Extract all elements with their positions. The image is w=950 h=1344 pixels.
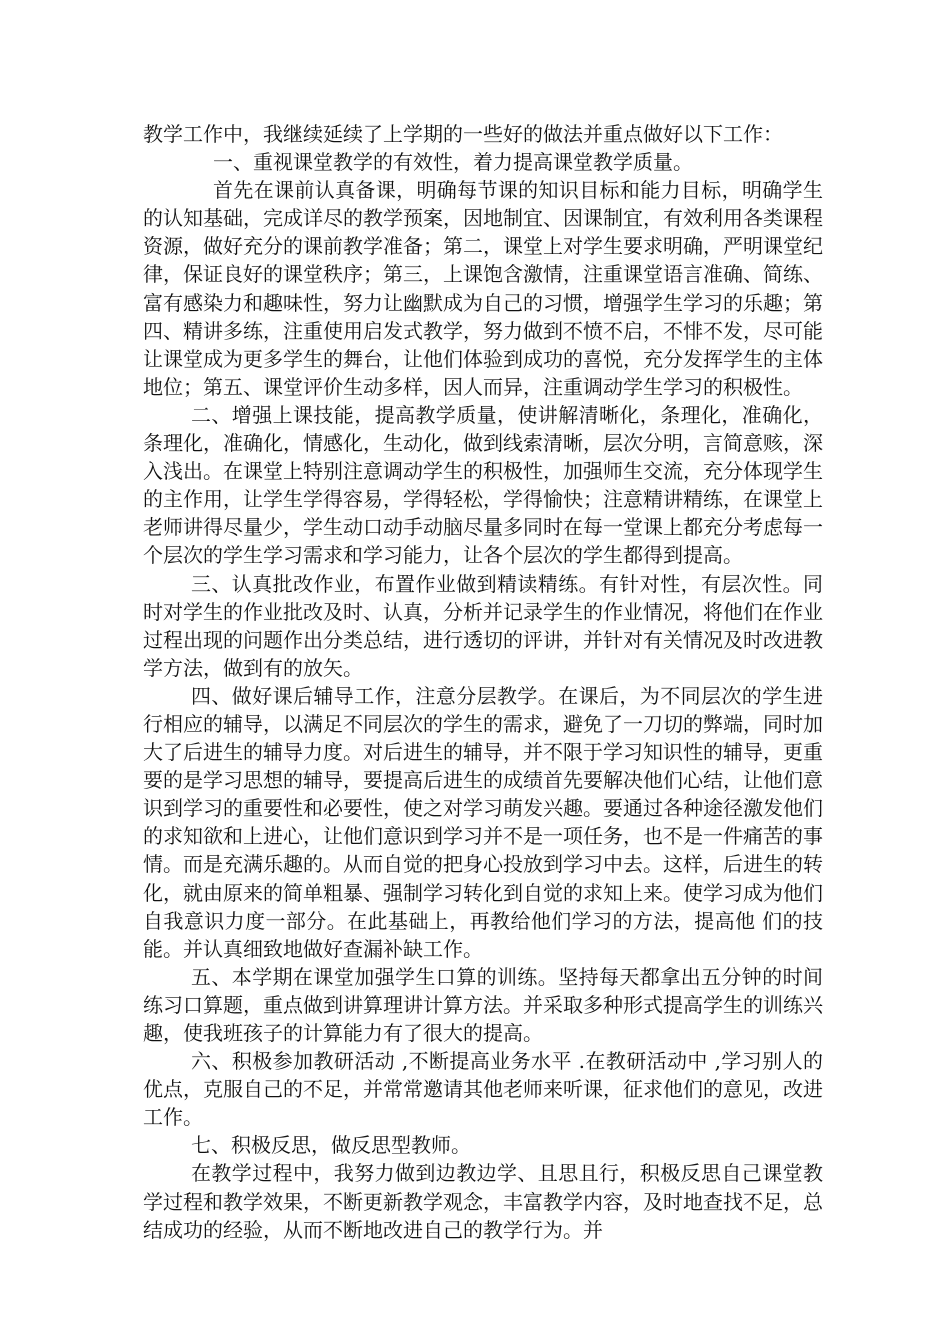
section-2: 二、增强上课技能，提高教学质量，使讲解清晰化，条理化，准确化，条理化，准确化，情感化，生动化，做到线索清晰，层次分明，言简意赅，深入浅出。在课堂上特别注意调动学生的积极性，加强师生交流，充分体现学生的主作用，让学生学得容易，学得轻松，学得愉快；注意精讲精练，在课堂上老师讲得尽量少，学生动口动手动脑尽量多同时在每一堂课上都充分考虑每一个层次的学生学习需求和学习能力，让各个层次的学生都得到提高。 — [143, 402, 823, 568]
section-3: 三、认真批改作业，布置作业做到精读精练。有针对性，有层次性。同时对学生的作业批改及时、认真，分析并记录学生的作业情况，将他们在作业过程出现的问题作出分类总结，进行透切的评讲，并针对有关情况及时改进教学方法，做到有的放矢。 — [143, 571, 823, 680]
section-heading-1: 一、重视课堂教学的有效性，着力提高课堂教学质量。 — [213, 150, 693, 175]
section-4: 四、做好课后辅导工作，注意分层教学。在课后，为不同层次的学生进行相应的辅导，以满足不同层次的学生的需求，避免了一刀切的弊端，同时加大了后进生的辅导力度。对后进生的辅导，并不限于学习知识性的辅导，更重要的是学习思想的辅导，要提高后进生的成绩首先要解决他们心结，让他们意识到学习的重要性和必要性，使之对学习萌发兴趣。要通过各种途径激发他们的求知欲和上进心，让他们意识到学习并不是一项任务，也不是一件痛苦的事情。而是充满乐趣的。从而自觉的把身心投放到学习中去。这样，后进生的转化，就由原来的简单粗暴、强制学习转化到自觉的求知上来。使学习成为他们自我意识力度一部分。在此基础上，再教给他们学习的方法，提高他 们的技能。并认真细致地做好查漏补缺工作。 — [143, 683, 823, 961]
section-body-7: 在教学过程中，我努力做到边教边学、且思且行，积极反思自己课堂教学过程和教学效果，不断更新教学观念，丰富教学内容，及时地查找不足，总结成功的经验，从而不断地改进自己的教学行为。并 — [143, 1161, 823, 1242]
section-6: 六、积极参加教研活动 ,不断提高业务水平 .在教研活动中 ,学习别人的优点，克服自己的不足，并常常邀请其他老师来听课，征求他们的意见，改进工作。 — [143, 1049, 823, 1130]
intro-paragraph: 教学工作中，我继续延续了上学期的一些好的做法并重点做好以下工作： — [143, 122, 783, 146]
section-5: 五、本学期在课堂加强学生口算的训练。坚持每天都拿出五分钟的时间练习口算题，重点做到讲算理讲计算方法。并采取多种形式提高学生的训练兴趣，使我班孩子的计算能力有了很大的提高。 — [143, 964, 823, 1045]
document-body — [143, 120, 823, 1244]
section-heading-7: 七、积极反思，做反思型教师。 — [191, 1133, 471, 1158]
section-body-1: 首先在课前认真备课，明确每节课的知识目标和能力目标，明确学生的认知基础，完成详尽的教学预案，因地制宜、因课制宜，有效利用各类课程资源，做好充分的课前教学准备；第二，课堂上对学生要求明确，严明课堂纪律，保证良好的课堂秩序；第三，上课饱含激情，注重课堂语言准确、简练、富有感染力和趣味性，努力让幽默成为自己的习惯，增强学生学习的乐趣；第四、精讲多练，注重使用启发式教学，努力做到不愤不启，不悱不发，尽可能让课堂成为更多学生的舞台，让他们体验到成功的喜悦，充分发挥学生的主体地位；第五、课堂评价生动多样，因人而异，注重调动学生学习的积极性。 — [143, 178, 823, 399]
